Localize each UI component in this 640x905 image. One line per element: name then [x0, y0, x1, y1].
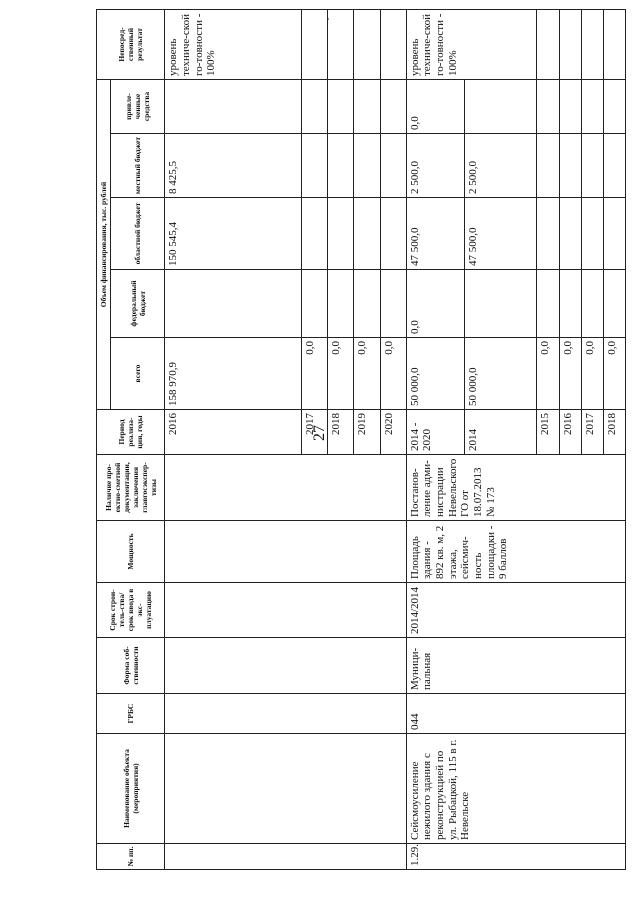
cell-total: 50 000,0 [465, 338, 537, 410]
cell-total: 0,0 [581, 338, 603, 410]
table-row [165, 10, 302, 870]
cell-federal [603, 270, 625, 338]
cell-capacity: Площадь здания - 892 кв. м, 2 этажа, сейсмич-ность площадки - 9 баллов [406, 521, 625, 583]
header-federal: федеральный бюджет [111, 270, 165, 338]
cell-name: Сейсмоусиление нежилого здания с реконструкцией по ул. Рыбацкой, 115 в г. Невельске [406, 734, 625, 844]
cell-local [328, 134, 354, 198]
cell-regional [537, 198, 559, 270]
cell-docs: Постанов-ление адми-нистрации Невельского ГО от 18.07.2013 № 173 [406, 455, 625, 521]
cell-total: 0,0 [302, 338, 328, 410]
cell-year: 2016 [559, 410, 581, 455]
cell-year: 2020 [380, 410, 406, 455]
cell-other [380, 80, 406, 134]
header-regional: областной бюджет [111, 198, 165, 270]
cell-local: 2 500,0 [465, 134, 537, 198]
cell-year: 2018 [328, 410, 354, 455]
header-ownership: Форма соб-ственности [97, 638, 165, 694]
cell-other [354, 80, 380, 134]
cell-capacity [165, 521, 406, 583]
cell-local [581, 134, 603, 198]
cell-grbs: 044 [406, 694, 625, 734]
cell-regional [559, 198, 581, 270]
cell-total: 0,0 [537, 338, 559, 410]
cell-regional [302, 198, 328, 270]
cell-other: 0,0 [406, 80, 464, 134]
cell-total: 50 000,0 [406, 338, 464, 410]
cell-other [603, 80, 625, 134]
cell-year: 2014 [465, 410, 537, 455]
cell-federal [380, 270, 406, 338]
header-period: Период реализа-ции, годы [97, 410, 165, 455]
cell-result [581, 10, 603, 80]
cell-local: 8 425,5 [165, 134, 302, 198]
cell-result: уровень техниче-ской го-товности - 100% [165, 10, 302, 80]
cell-regional: 47 500,0 [406, 198, 464, 270]
cell-year: 2017 [302, 410, 328, 455]
cell-result [380, 10, 406, 80]
cell-regional [603, 198, 625, 270]
cell-local [380, 134, 406, 198]
table-row [406, 10, 464, 870]
header-total: всего [111, 338, 165, 410]
cell-total: 0,0 [603, 338, 625, 410]
cell-federal [465, 270, 537, 338]
page-number: 27 [311, 425, 328, 441]
cell-other [559, 80, 581, 134]
cell-other [165, 80, 302, 134]
cell-local [354, 134, 380, 198]
header-num: № пп. [97, 844, 165, 870]
cell-total: 0,0 [328, 338, 354, 410]
cell-federal: 0,0 [406, 270, 464, 338]
cell-result: уровень техниче-ской го-товности - 100% [406, 10, 537, 80]
header-capacity: Мощность [97, 521, 165, 583]
cell-ownership: Муници-пальная [406, 638, 625, 694]
cell-year: 2017 [581, 410, 603, 455]
cell-total: 0,0 [380, 338, 406, 410]
header-funding-group: Объем финансирования, тыс. рублей [97, 80, 111, 410]
cell-term: 2014/2014 [406, 583, 625, 638]
cell-regional [328, 198, 354, 270]
cell-federal [537, 270, 559, 338]
cell-result [354, 10, 380, 80]
cell-result [537, 10, 559, 80]
rotated-table-wrapper [96, 13, 626, 870]
funding-table [96, 9, 626, 870]
cell-regional [380, 198, 406, 270]
cell-year: 2015 [537, 410, 559, 455]
cell-year: 2016 [165, 410, 302, 455]
header-name: Наименование объекта (мероприятия) [97, 734, 165, 844]
cell-result [328, 10, 354, 80]
cell-local [603, 134, 625, 198]
cell-regional: 47 500,0 [465, 198, 537, 270]
cell-local [302, 134, 328, 198]
cell-regional [581, 198, 603, 270]
cell-local [559, 134, 581, 198]
cell-year: 2019 [354, 410, 380, 455]
cell-regional: 150 545,4 [165, 198, 302, 270]
cell-federal [302, 270, 328, 338]
cell-other [537, 80, 559, 134]
cell-other [302, 80, 328, 134]
cell-federal [354, 270, 380, 338]
cell-federal [328, 270, 354, 338]
cell-term [165, 583, 406, 638]
cell-federal [559, 270, 581, 338]
cell-total: 0,0 [559, 338, 581, 410]
cell-docs [165, 455, 406, 521]
cell-ownership [165, 638, 406, 694]
cell-other [328, 80, 354, 134]
cell-total: 158 970,9 [165, 338, 302, 410]
cell-name [165, 734, 406, 844]
header-local: местный бюджет [111, 134, 165, 198]
cell-grbs [165, 694, 406, 734]
cell-result [302, 10, 328, 80]
cell-local [537, 134, 559, 198]
cell-federal [165, 270, 302, 338]
header-docs: Наличие про-ектно-сметной документации, заключения главгосэкспер-тизы [97, 455, 165, 521]
cell-year: 2018 [603, 410, 625, 455]
header-term: Срок строи-тель-ства/срок ввода в экс-плуатацию [97, 583, 165, 638]
cell-result [559, 10, 581, 80]
cell-num [165, 844, 406, 870]
header-other: привле-ченные средства [111, 80, 165, 134]
cell-num: 1.29. [406, 844, 625, 870]
cell-total: 0,0 [354, 338, 380, 410]
cell-other [581, 80, 603, 134]
header-result: Непосред-ственный результат [97, 10, 165, 80]
cell-result [603, 10, 625, 80]
cell-regional [354, 198, 380, 270]
cell-local: 2 500,0 [406, 134, 464, 198]
header-grbs: ГРБС [97, 694, 165, 734]
cell-year: 2014 - 2020 [406, 410, 464, 455]
cell-federal [581, 270, 603, 338]
cell-other [465, 80, 537, 134]
